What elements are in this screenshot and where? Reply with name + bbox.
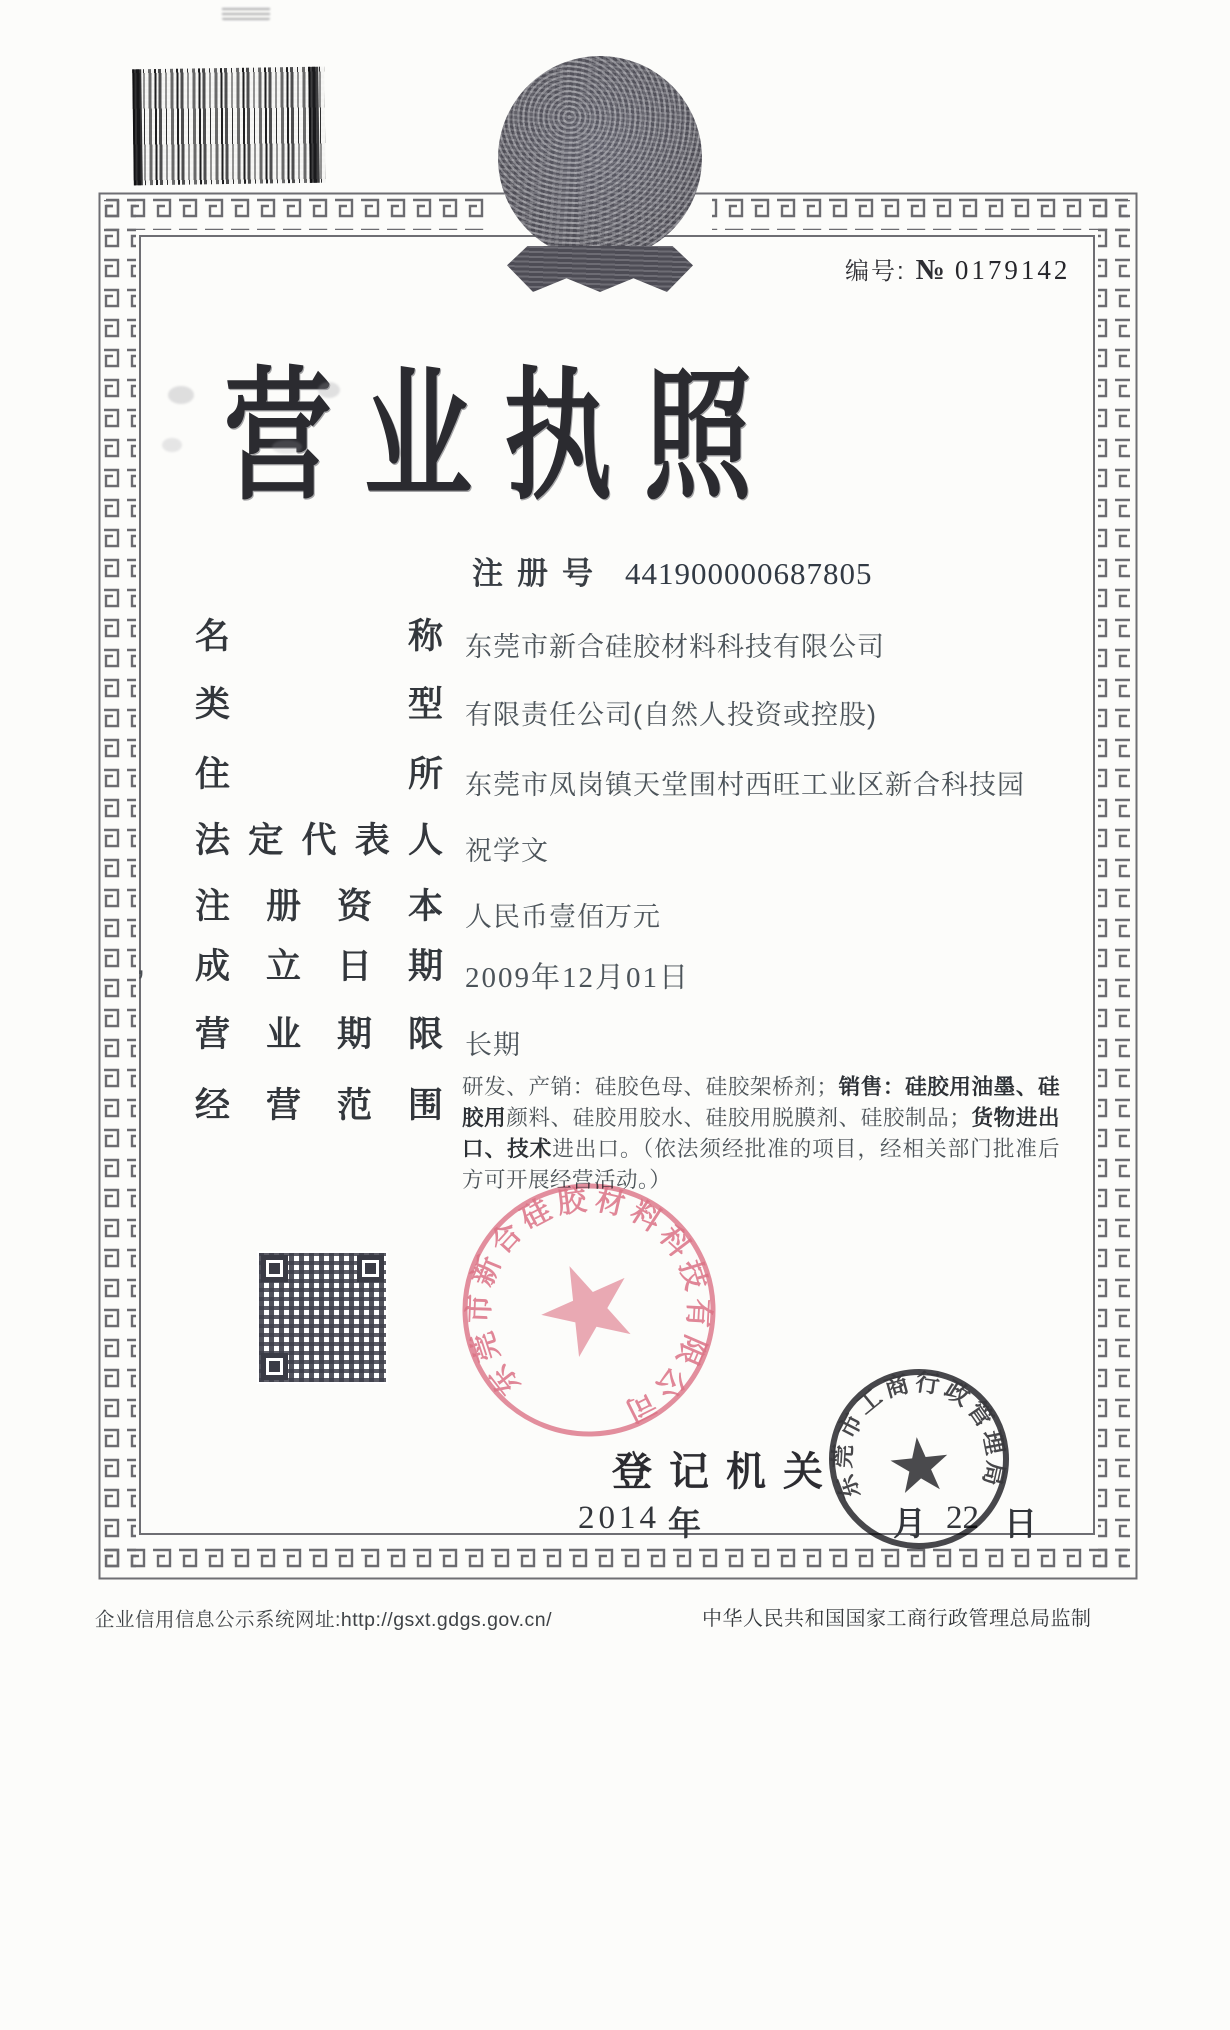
scan-artifact	[168, 386, 194, 404]
field-value: 人民币壹佰万元	[465, 902, 661, 932]
registry-stamp	[823, 1363, 1015, 1555]
scope-segment: 颜料、硅胶用胶水、硅胶用脱膜剂、硅胶制品；	[506, 1105, 972, 1130]
field-value: 东莞市新合硅胶材料科技有限公司	[465, 632, 885, 662]
scan-artifact-comma: ,	[136, 944, 146, 982]
issue-date-month-unit: 月	[893, 1505, 926, 1542]
page-title: 营业执照	[224, 356, 785, 517]
field-value: 有限责任公司(自然人投资或控股)	[465, 700, 877, 730]
footer-public-info-url: 企业信用信息公示系统网址:http://gsxt.gdgs.gov.cn/	[95, 1609, 553, 1631]
border-band-top-right	[712, 198, 1128, 230]
issue-date-year: 2014	[578, 1500, 660, 1536]
footer-issuing-authority: 中华人民共和国国家工商行政管理总局监制	[702, 1608, 1092, 1630]
field-value: 长期	[465, 1030, 521, 1060]
scope-segment: 进出口。（依法须经批准的项目，经相关部门批准后方可开展经营活动。）	[462, 1136, 1060, 1192]
qr-code	[257, 1251, 388, 1384]
registration-number-label: 注册号	[472, 556, 607, 591]
issue-date-day-unit: 日	[1004, 1505, 1037, 1542]
qr-finder-icon	[261, 1353, 288, 1380]
serial-number-line	[845, 251, 1070, 287]
company-seal	[452, 1173, 726, 1447]
field-value: 东莞市凤岗镇天堂围村西旺工业区新合科技园	[465, 770, 1025, 800]
border-band-right	[1098, 200, 1130, 1572]
issue-date-year-unit: 年	[668, 1505, 701, 1542]
scope-segment: 研发、产销：硅胶色母、硅胶架桥剂；	[462, 1075, 839, 1099]
field-row-legal-representative	[195, 822, 549, 868]
issue-date-day: 22	[946, 1500, 979, 1536]
serial-number: 0179142	[954, 255, 1071, 285]
field-row-establish-date	[195, 948, 690, 996]
qr-finder-icon	[357, 1255, 384, 1282]
field-label: 营业期限	[195, 1015, 443, 1054]
national-emblem	[498, 56, 702, 292]
serial-label: 编号:	[845, 258, 906, 285]
field-row-registered-capital	[195, 888, 661, 934]
field-label: 法定代表人	[195, 821, 443, 860]
qr-finder-icon	[261, 1255, 288, 1282]
numero-symbol: №	[915, 254, 945, 286]
field-label: 成立日期	[195, 947, 443, 986]
business-scope-label: 经营范围	[195, 1086, 443, 1125]
scan-artifact	[318, 382, 340, 398]
field-label: 住所	[195, 755, 443, 794]
registry-authority-label: 登记机关	[612, 1450, 840, 1494]
field-label: 注册资本	[195, 887, 443, 926]
field-value: 2009年12月01日	[465, 962, 691, 994]
registry-stamp-text: 东莞市工商行政管理局	[829, 1368, 1010, 1503]
star-icon	[888, 1434, 950, 1494]
national-emblem-circle	[498, 56, 702, 260]
field-row-address	[195, 756, 1025, 802]
field-label: 名称	[195, 617, 443, 656]
field-label: 类型	[195, 685, 443, 724]
registration-number-value: 441900000687805	[625, 556, 873, 591]
field-row-type	[195, 686, 877, 732]
field-row-business-term	[195, 1016, 521, 1062]
scope-segment-bold: 货物进出口、技术	[462, 1105, 1060, 1161]
scan-artifact	[272, 440, 302, 454]
star-icon	[528, 1248, 647, 1364]
national-emblem-base	[507, 246, 693, 292]
scan-artifact	[222, 6, 270, 20]
field-row-name	[195, 618, 885, 664]
svg-text:东莞市工商行政管理局	[823, 1363, 1013, 1510]
border-band-left	[104, 200, 136, 1572]
company-seal-text: 东莞市新合硅胶材料科技有限公司	[463, 1183, 715, 1430]
scope-segment-bold: 销售：硅胶用油墨、硅胶用	[462, 1075, 1060, 1130]
registration-number-line	[472, 548, 873, 593]
scan-artifact	[162, 438, 182, 452]
border-band-top-left	[106, 198, 490, 230]
field-value: 祝学文	[465, 836, 549, 866]
barcode	[132, 67, 326, 186]
